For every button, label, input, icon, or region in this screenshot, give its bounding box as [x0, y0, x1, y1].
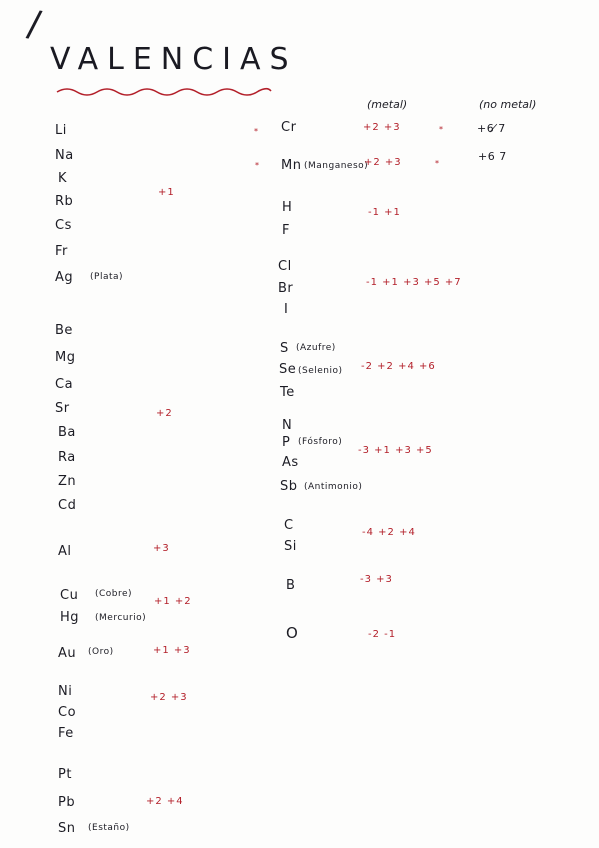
element-symbol: Sn	[58, 821, 76, 836]
element-note: (Azufre)	[296, 343, 336, 353]
element-symbol: Br	[278, 281, 294, 296]
valence-value: +1 +2	[154, 596, 192, 607]
asterisk-mark: *	[255, 161, 259, 170]
asterisk-mark: *	[254, 127, 258, 136]
valence-value: +2	[156, 408, 173, 419]
valence-value: -3 +1 +3 +5	[358, 445, 433, 456]
valence-value: +6 ̸7	[477, 122, 506, 135]
element-symbol: Se	[279, 362, 297, 377]
element-symbol: Cs	[55, 218, 72, 233]
element-symbol: Sb	[280, 479, 298, 494]
element-symbol: Mg	[55, 350, 76, 365]
element-symbol: Pb	[58, 795, 76, 810]
element-symbol: Fe	[58, 726, 74, 741]
valence-value: -3 +3	[360, 574, 393, 585]
asterisk-mark: *	[439, 125, 443, 134]
element-symbol: Cr	[281, 120, 297, 135]
page-mark: /	[24, 3, 45, 46]
valence-value: +1	[158, 187, 175, 198]
element-symbol: Ca	[55, 377, 74, 392]
element-note: (Manganeso)	[304, 161, 369, 171]
element-symbol: Fr	[55, 244, 68, 259]
title-underline	[55, 85, 275, 99]
valence-value: +2 +3	[364, 157, 402, 168]
element-symbol: Rb	[55, 194, 74, 209]
element-symbol: Cu	[60, 588, 79, 603]
element-symbol: Al	[58, 544, 72, 559]
element-note: (Oro)	[88, 647, 114, 657]
element-symbol: Na	[55, 148, 74, 163]
element-symbol: Hg	[60, 610, 80, 625]
element-symbol: Li	[55, 123, 67, 138]
element-symbol: K	[58, 171, 68, 186]
header-metal: (metal)	[367, 98, 408, 111]
valence-value: +2 +3	[150, 692, 188, 703]
element-symbol: Zn	[58, 474, 77, 489]
element-symbol: As	[282, 455, 299, 470]
element-symbol: Co	[58, 705, 77, 720]
element-symbol: Sr	[55, 401, 70, 416]
element-symbol: Pt	[58, 767, 72, 782]
valence-value: -2 +2 +4 +6	[361, 361, 436, 372]
element-note: (Selenio)	[298, 366, 343, 376]
element-symbol: I	[284, 302, 289, 317]
header-no-metal: (no metal)	[479, 98, 537, 111]
element-note: (Antimonio)	[304, 482, 363, 492]
element-symbol: B	[286, 578, 296, 593]
element-symbol: H	[282, 200, 293, 215]
element-symbol: Te	[280, 385, 295, 400]
element-symbol: S	[280, 341, 289, 356]
element-symbol: Si	[284, 539, 297, 554]
valence-value: -4 +2 +4	[362, 527, 416, 538]
element-symbol: Mn	[281, 158, 302, 173]
valence-value: -1 +1	[368, 207, 401, 218]
valence-value: +2 +4	[146, 796, 184, 807]
element-symbol: Ba	[58, 425, 76, 440]
element-note: (Fósforo)	[298, 437, 343, 447]
element-symbol: Ag	[55, 270, 74, 285]
element-symbol: O	[286, 624, 299, 642]
element-note: (Mercurio)	[95, 613, 147, 623]
element-symbol: Cl	[278, 259, 292, 274]
valence-value: +1 +3	[153, 645, 191, 656]
element-symbol: P	[282, 435, 291, 450]
valence-value: -2 -1	[368, 629, 397, 640]
element-symbol: Cd	[58, 498, 77, 513]
element-symbol: Au	[58, 646, 77, 661]
element-symbol: Be	[55, 323, 73, 338]
element-symbol: Ni	[58, 684, 73, 699]
valence-value: +2 +3	[363, 122, 401, 133]
element-symbol: Ra	[58, 450, 76, 465]
element-note: (Cobre)	[95, 589, 133, 599]
valence-value: +3	[153, 543, 170, 554]
asterisk-mark: *	[435, 159, 439, 168]
valence-value: +6 7	[478, 150, 507, 163]
element-symbol: N	[282, 418, 293, 433]
element-symbol: C	[284, 518, 294, 533]
valence-value: -1 +1 +3 +5 +7	[366, 277, 462, 288]
element-symbol: F	[282, 223, 290, 238]
page-title: VALENCIAS	[50, 42, 298, 77]
element-note: (Estaño)	[88, 823, 130, 833]
element-note: (Plata)	[90, 272, 124, 282]
